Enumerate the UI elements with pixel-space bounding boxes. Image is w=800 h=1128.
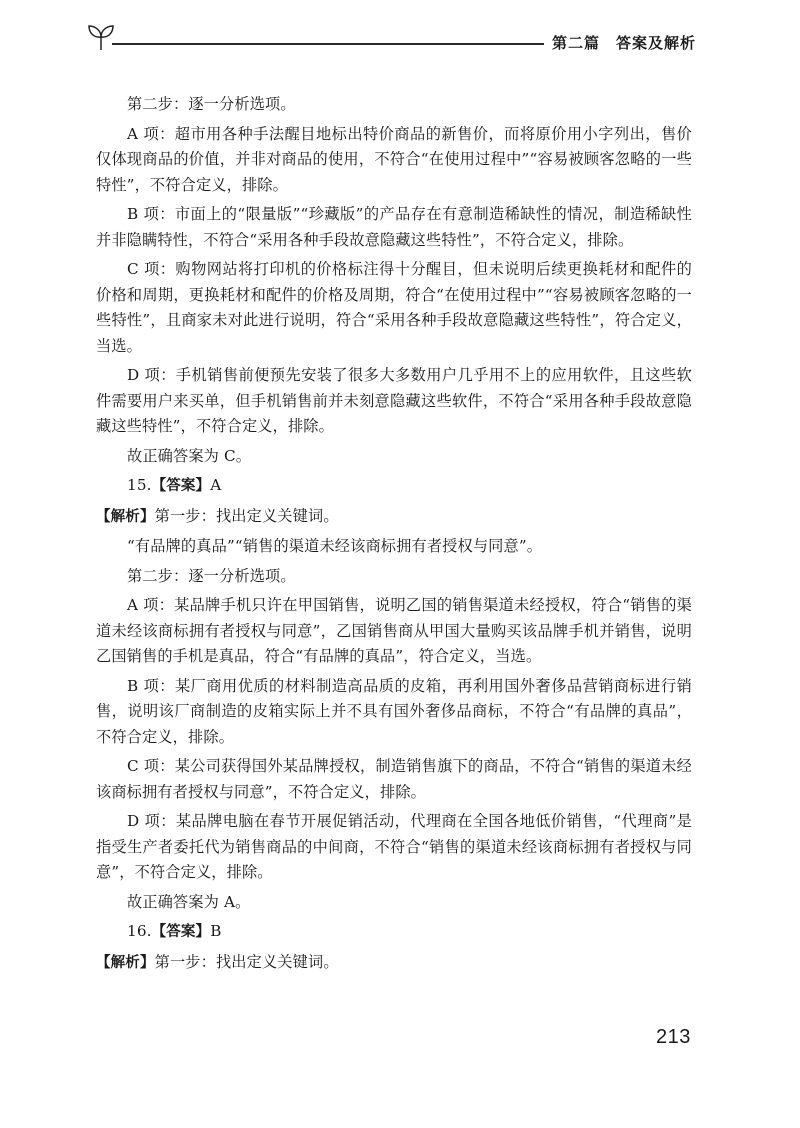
paragraph: “有品牌的真品”“销售的渠道未经该商标拥有者授权与同意”。 — [127, 537, 543, 555]
answer-value: A — [210, 476, 222, 494]
running-header — [0, 0, 800, 70]
answer-conclusion: 故正确答案为 A。 — [127, 892, 251, 911]
chapter-title: 第二篇 答案及解析 — [552, 34, 697, 52]
question-number: 15. — [127, 476, 152, 494]
header-rule — [112, 43, 544, 45]
page-body — [96, 92, 692, 980]
paragraph: 第二步：逐一分析选项。 — [127, 566, 296, 585]
paragraph: D 项：手机销售前便预先安装了很多大多数用户几乎用不上的应用软件，且这些软件需要用户来买单，但手机销售前并未刻意隐藏这些软件，不符合“采用各种手段故意隐藏这些特性”，不符合定义，排除。 — [96, 366, 692, 435]
page-number: 213 — [656, 1026, 691, 1048]
paragraph: 第二步：逐一分析选项。 — [127, 95, 296, 113]
answer-conclusion: 故正确答案为 C。 — [127, 446, 252, 465]
paragraph: A 项：某品牌手机只许在甲国销售，说明乙国的销售渠道未经授权，符合“销售的渠道未经该商标拥有者授权与同意”，乙国销售商从甲国大量购买该品牌手机并销售，说明乙国销售的手机是真品，符合“有品牌的真品”，符合定义，当选。 — [96, 596, 692, 665]
question-number: 16. — [127, 922, 152, 940]
paragraph: A 项：超市用各种手法醒目地标出特价商品的新售价，而将原价用小字列出，售价仅体现商品的价值，并非对商品的使用，不符合“在使用过程中”“容易被顾客忽略的一些特性”，不符合定义，排除。 — [96, 124, 692, 194]
answer-label: 【答案】 — [151, 924, 211, 940]
paragraph: B 项：某厂商用优质的材料制造高品质的皮箱，再利用国外奢侈品营销商标进行销售，说明该厂商制造的皮箱实际上并不具有国外奢侈品商标，不符合“有品牌的真品”，不符合定义，排除。 — [96, 676, 692, 746]
answer-value: B — [210, 922, 222, 940]
analysis-text: 第一步：找出定义关键词。 — [154, 952, 339, 971]
question-15-analysis — [96, 504, 692, 531]
question-15-answer — [96, 473, 692, 500]
paragraph: C 项：购物网站将打印机的价格标注得十分醒目，但未说明后续更换耗材和配件的价格和周期，更换耗材和配件的价格及周期，符合“在使用过程中”“容易被顾客忽略的一些特性”，且商家未对此进行说明，符合“采用各种手段故意隐藏这些特性”，符合定义，当选。 — [96, 260, 692, 355]
analysis-text: 第一步：找出定义关键词。 — [154, 506, 339, 525]
question-16-analysis — [96, 950, 692, 977]
paragraph: C 项：某公司获得国外某品牌授权，制造销售旗下的商品，不符合“销售的渠道未经该商标拥有者授权与同意”，不符合定义，排除。 — [96, 757, 692, 801]
analysis-label: 【解析】 — [96, 508, 155, 525]
question-16-answer — [96, 919, 692, 946]
sprout-leaf-icon — [86, 22, 116, 52]
answer-label: 【答案】 — [151, 478, 211, 494]
paragraph: D 项：某品牌电脑在春节开展促销活动，代理商在全国各地低价销售，“代理商”是指受生产者委托代为销售商品的中间商，不符合“销售的渠道未经该商标拥有者授权与同意”，不符合定义，排除。 — [96, 812, 692, 881]
analysis-label: 【解析】 — [96, 954, 155, 971]
paragraph: B 项：市面上的“限量版”“珍藏版”的产品存在有意制造稀缺性的情况，制造稀缺性并非隐瞒特性，不符合“采用各种手段故意隐藏这些特性”，不符合定义，排除。 — [96, 205, 692, 249]
